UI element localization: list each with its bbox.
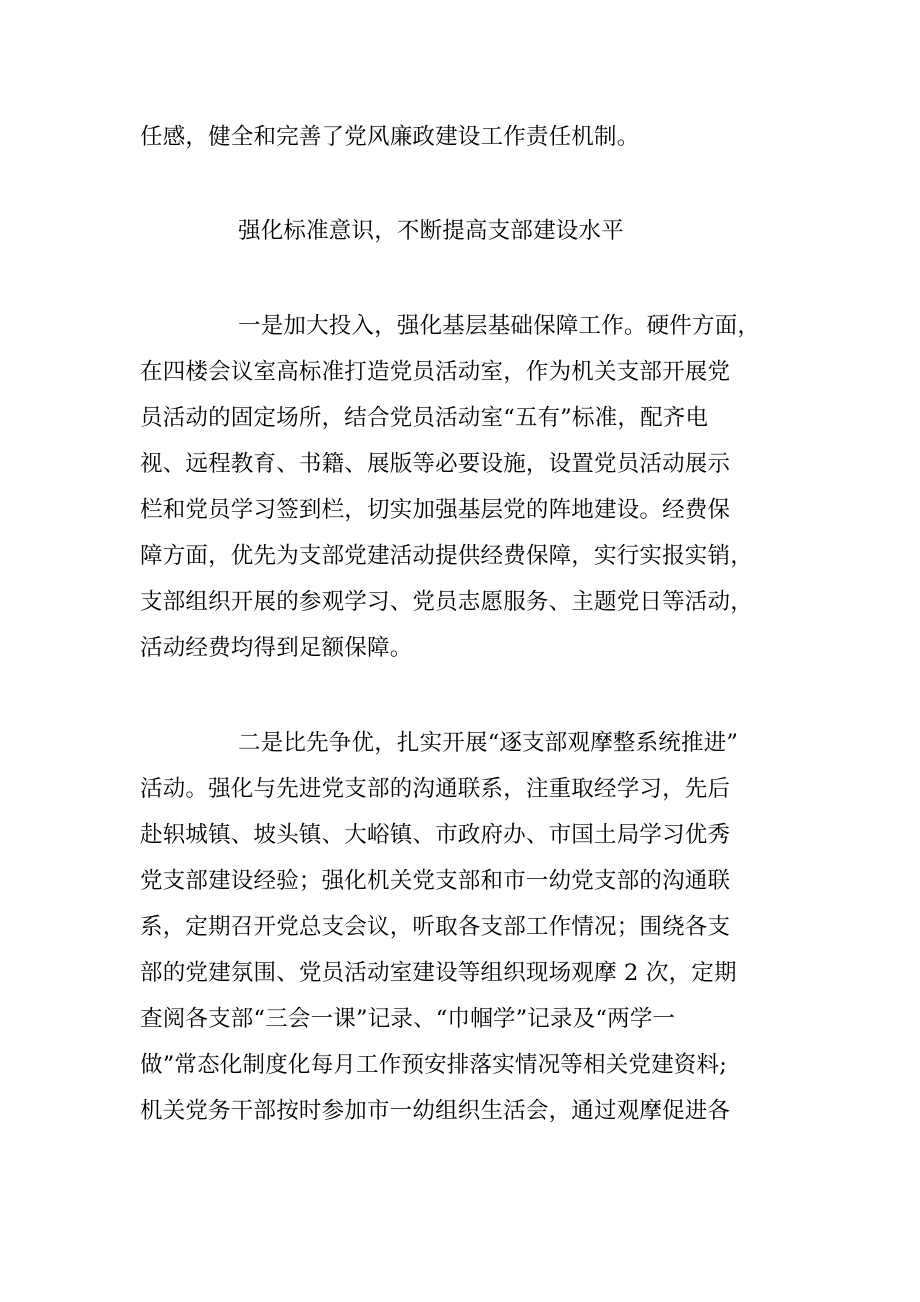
paragraph2-line-9: 机关党务干部按时参加市一幼组织生活会，通过观摩促进各 [140, 1098, 731, 1124]
paragraph2-line-4: 党支部建设经验；强化机关党支部和市一幼党支部的沟通联 [140, 868, 731, 894]
intro-line-1: 任感，健全和完善了党风廉政建设工作责任机制。 [140, 124, 640, 150]
paragraph1-line-7: 支部组织开展的参观学习、党员志愿服务、主题党日等活动， [140, 589, 753, 615]
paragraph1-line-1: 一是加大投入，强化基层基础保障工作。硬件方面， [238, 313, 761, 339]
paragraph2-line-3: 赴轵城镇、坡头镇、大峪镇、市政府办、市国土局学习优秀 [140, 822, 731, 848]
section-heading: 强化标准意识，不断提高支部建设水平 [238, 218, 624, 244]
paragraph1-line-3: 员活动的固定场所，结合党员活动室“五有”标准，配齐电 [140, 405, 709, 431]
paragraph2-line-1: 二是比先争优，扎实开展“逐支部观摩整系统推进” [238, 730, 739, 756]
paragraph2-line-8: 做”常态化制度化每月工作预安排落实情况等相关党建资料; [140, 1052, 727, 1078]
paragraph2-line-2: 活动。强化与先进党支部的沟通联系，注重取经学习，先后 [140, 776, 731, 802]
paragraph2-line-7: 查阅各支部“三会一课”记录、“巾帼学”记录及“两学一 [140, 1006, 676, 1032]
paragraph1-line-6: 障方面，优先为支部党建活动提供经费保障，实行实报实销， [140, 543, 753, 569]
paragraph1-line-2: 在四楼会议室高标准打造党员活动室，作为机关支部开展党 [140, 359, 731, 385]
paragraph1-line-4: 视、远程教育、书籍、展版等必要设施，设置党员活动展示 [140, 451, 731, 477]
paragraph2-line-6: 部的党建氛围、党员活动室建设等组织现场观摩 2 次，定期 [140, 960, 737, 986]
paragraph1-line-8: 活动经费均得到足额保障。 [140, 635, 413, 661]
paragraph1-line-5: 栏和党员学习签到栏，切实加强基层党的阵地建设。经费保 [140, 497, 731, 523]
paragraph2-line-5: 系，定期召开党总支会议，听取各支部工作情况；围绕各支 [140, 914, 731, 940]
